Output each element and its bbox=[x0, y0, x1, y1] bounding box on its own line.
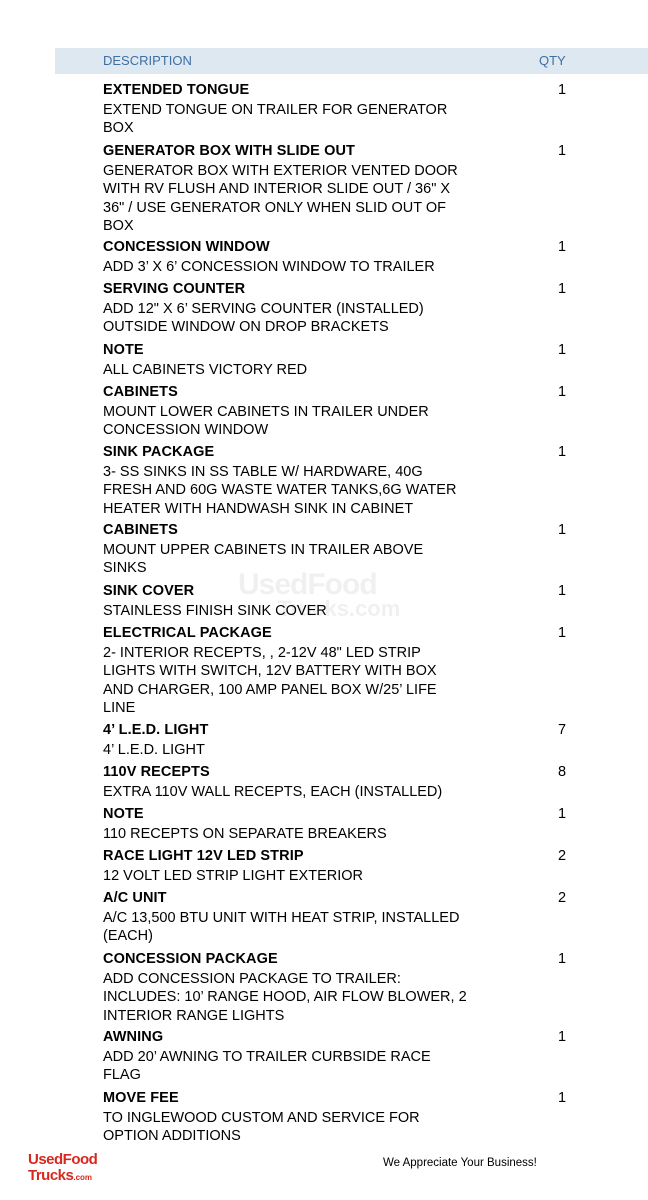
item-description: MOUNT LOWER CABINETS IN TRAILER UNDER CONCESSION WINDOW bbox=[103, 404, 429, 439]
item-title: AWNING bbox=[103, 1029, 164, 1045]
item-description: EXTRA 110V WALL RECEPTS, EACH (INSTALLED) bbox=[103, 784, 443, 800]
item-qty: 2 bbox=[557, 890, 567, 906]
item-qty: 1 bbox=[557, 1090, 567, 1106]
item-description: ADD 3’ X 6’ CONCESSION WINDOW TO TRAILER bbox=[103, 259, 435, 275]
item-qty: 1 bbox=[557, 143, 567, 159]
item-description: 110 RECEPTS ON SEPARATE BREAKERS bbox=[103, 826, 387, 842]
item-description: MOUNT UPPER CABINETS IN TRAILER ABOVE SINKS bbox=[103, 542, 424, 577]
item-qty: 1 bbox=[557, 1029, 567, 1045]
item-title: EXTENDED TONGUE bbox=[103, 82, 250, 98]
item-title: ELECTRICAL PACKAGE bbox=[103, 625, 272, 641]
item-qty: 1 bbox=[557, 384, 567, 400]
item-description: GENERATOR BOX WITH EXTERIOR VENTED DOOR WITH RV FLUSH AND INTERIOR SLIDE OUT / 36" X 36" / USE GENERATOR ONLY WHEN SLID OUT OF BOX bbox=[103, 163, 458, 234]
item-qty: 1 bbox=[557, 444, 567, 460]
item-title: MOVE FEE bbox=[103, 1090, 179, 1106]
item-title: 110V RECEPTS bbox=[103, 764, 210, 780]
item-title: NOTE bbox=[103, 806, 144, 822]
item-qty: 1 bbox=[557, 239, 567, 255]
item-title: CABINETS bbox=[103, 522, 178, 538]
item-description: 4’ L.E.D. LIGHT bbox=[103, 742, 205, 758]
item-title: GENERATOR BOX WITH SLIDE OUT bbox=[103, 143, 355, 159]
item-title: NOTE bbox=[103, 342, 144, 358]
item-qty: 1 bbox=[557, 583, 567, 599]
item-qty: 1 bbox=[557, 625, 567, 641]
item-title: CONCESSION PACKAGE bbox=[103, 951, 278, 967]
item-description: 12 VOLT LED STRIP LIGHT EXTERIOR bbox=[103, 868, 364, 884]
item-title: SERVING COUNTER bbox=[103, 281, 246, 297]
item-qty: 1 bbox=[557, 281, 567, 297]
item-description: EXTEND TONGUE ON TRAILER FOR GENERATOR BOX bbox=[103, 102, 448, 137]
item-title: A/C UNIT bbox=[103, 890, 167, 906]
description-column-header: DESCRIPTION bbox=[103, 53, 192, 68]
item-qty: 7 bbox=[557, 722, 567, 738]
qty-column-header: QTY bbox=[539, 53, 566, 68]
item-title: CONCESSION WINDOW bbox=[103, 239, 270, 255]
item-description: TO INGLEWOOD CUSTOM AND SERVICE FOR OPTION ADDITIONS bbox=[103, 1110, 420, 1145]
item-qty: 8 bbox=[557, 764, 567, 780]
watermark-logo: UsedFood Trucks.com bbox=[238, 568, 401, 621]
item-qty: 1 bbox=[557, 82, 567, 98]
item-qty: 1 bbox=[557, 951, 567, 967]
table-header bbox=[55, 48, 648, 74]
item-title: SINK COVER bbox=[103, 583, 195, 599]
item-title: CABINETS bbox=[103, 384, 178, 400]
footer-thanks: We Appreciate Your Business! bbox=[383, 1157, 537, 1169]
item-description: ADD 12" X 6’ SERVING COUNTER (INSTALLED) OUTSIDE WINDOW ON DROP BRACKETS bbox=[103, 301, 424, 336]
item-description: ALL CABINETS VICTORY RED bbox=[103, 362, 308, 378]
item-title: SINK PACKAGE bbox=[103, 444, 215, 460]
item-title: RACE LIGHT 12V LED STRIP bbox=[103, 848, 304, 864]
item-description: 3- SS SINKS IN SS TABLE W/ HARDWARE, 40G FRESH AND 60G WASTE WATER TANKS,6G WATER HEATER WITH HANDWASH SINK IN CABINET bbox=[103, 464, 457, 517]
item-description: A/C 13,500 BTU UNIT WITH HEAT STRIP, INSTALLED (EACH) bbox=[103, 910, 460, 945]
usedfoodtrucks-logo: UsedFood Trucks.com bbox=[28, 1151, 98, 1184]
item-description: 2- INTERIOR RECEPTS, , 2-12V 48" LED STRIP LIGHTS WITH SWITCH, 12V BATTERY WITH BOX AND CHARGER, 100 AMP PANEL BOX W/25’ LIFE LINE bbox=[103, 645, 437, 716]
item-qty: 1 bbox=[557, 522, 567, 538]
item-qty: 2 bbox=[557, 848, 567, 864]
item-title: 4’ L.E.D. LIGHT bbox=[103, 722, 209, 738]
item-qty: 1 bbox=[557, 342, 567, 358]
item-qty: 1 bbox=[557, 806, 567, 822]
item-description: ADD CONCESSION PACKAGE TO TRAILER: INCLUDES: 10’ RANGE HOOD, AIR FLOW BLOWER, 2 INTERIOR RANGE LIGHTS bbox=[103, 971, 467, 1024]
item-description: STAINLESS FINISH SINK COVER bbox=[103, 603, 327, 619]
item-description: ADD 20’ AWNING TO TRAILER CURBSIDE RACE FLAG bbox=[103, 1049, 431, 1084]
